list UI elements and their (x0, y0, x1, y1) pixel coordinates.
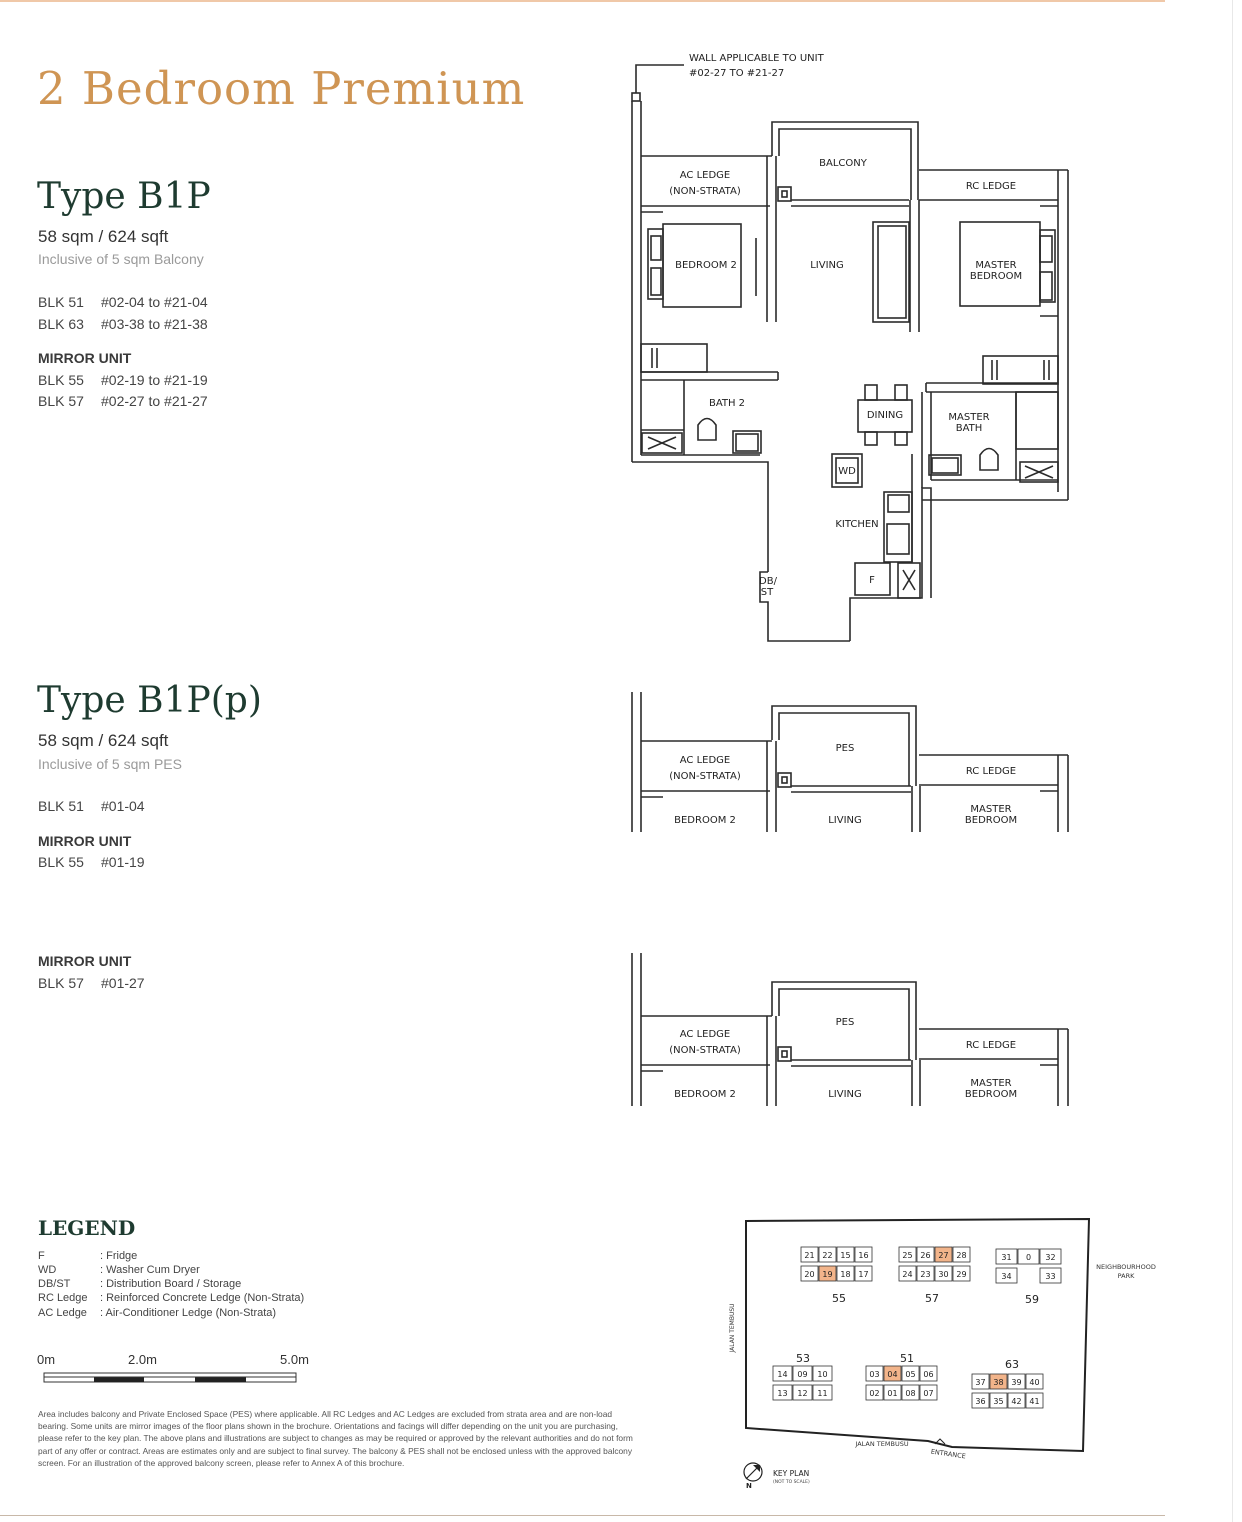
key-plan-unit-label: 15 (840, 1251, 851, 1260)
wd-label: WD (838, 466, 856, 477)
key-plan-block-label: 63 (1005, 1358, 1019, 1371)
pes-label: PES (835, 1017, 855, 1028)
legend-key: DB/ST (38, 1278, 71, 1290)
legend-key: WD (38, 1264, 57, 1276)
key-plan-unit-label: 37 (975, 1378, 986, 1387)
living-label: LIVING (828, 1089, 862, 1100)
key-plan-block-label: 57 (925, 1292, 939, 1305)
key-plan-unit-label: 39 (1011, 1378, 1022, 1387)
legend-key: RC Ledge (38, 1292, 88, 1304)
key-plan-unit-label: 14 (777, 1370, 788, 1379)
key-plan-unit-label: 17 (858, 1270, 869, 1279)
key-plan-unit-label: 13 (777, 1389, 788, 1398)
scale-label-mid: 2.0m (128, 1352, 157, 1367)
mirror-unit-heading: MIRROR UNIT (38, 833, 132, 849)
key-plan-unit-label: 22 (822, 1251, 833, 1260)
key-plan-unit-label: 28 (956, 1251, 967, 1260)
master-bedroom-label-2: BEDROOM (964, 815, 1018, 826)
key-plan-unit-label: 23 (920, 1270, 931, 1279)
legend-desc: : Fridge (100, 1250, 138, 1262)
dbst-label-2: ST (760, 587, 774, 598)
bedroom2-label: BEDROOM 2 (675, 260, 737, 271)
key-plan-block-label: 53 (796, 1352, 810, 1365)
master-bedroom-label-2: BEDROOM (969, 271, 1023, 282)
master-bedroom-label-2: BEDROOM (964, 1089, 1018, 1100)
legend-desc: : Air-Conditioner Ledge (Non-Strata) (100, 1307, 277, 1319)
type-b1p-area: 58 sqm / 624 sqft (38, 227, 169, 246)
ac-ledge-sublabel: (NON-STRATA) (669, 1045, 741, 1056)
blk-label: BLK 63 (38, 316, 84, 332)
key-plan-unit-label: 35 (993, 1397, 1004, 1406)
key-plan-unit-label: 19 (822, 1270, 833, 1279)
unit-range: #01-27 (101, 975, 145, 991)
type-b1p-inclusive: Inclusive of 5 sqm Balcony (38, 251, 204, 267)
legend-title: LEGEND (38, 1216, 136, 1240)
blk-label: BLK 55 (38, 372, 84, 388)
living-label: LIVING (828, 815, 862, 826)
key-plan-unit-label: 31 (1001, 1253, 1012, 1262)
wall-note-line-2: #02-27 TO #21-27 (689, 68, 785, 79)
unit-range: #01-19 (101, 854, 145, 870)
key-plan-unit-label: 20 (804, 1270, 815, 1279)
key-plan-unit-label: 34 (1001, 1272, 1012, 1281)
key-plan-unit-label: 05 (905, 1370, 916, 1379)
legend-desc: : Distribution Board / Storage (100, 1278, 242, 1290)
master-bedroom-label: MASTER (970, 1078, 1012, 1089)
legend-desc: : Reinforced Concrete Ledge (Non-Strata) (100, 1292, 305, 1304)
master-bath-label-2: BATH (955, 423, 983, 434)
scale-label-zero: 0m (37, 1352, 56, 1367)
wall-note-line-1: WALL APPLICABLE TO UNIT (689, 53, 824, 64)
type-b1pp-inclusive: Inclusive of 5 sqm PES (38, 756, 182, 772)
key-plan-unit-label: 11 (817, 1389, 828, 1398)
key-plan-unit-label: 36 (975, 1397, 986, 1406)
master-bedroom-label: MASTER (970, 804, 1012, 815)
bedroom2-label: BEDROOM 2 (674, 1089, 736, 1100)
north-icon (744, 1463, 762, 1481)
unit-range: #02-19 to #21-19 (101, 372, 208, 388)
key-plan-unit-label: 01 (887, 1389, 898, 1398)
key-plan-unit-label: 42 (1011, 1397, 1022, 1406)
entrance-label: ENTRANCE (930, 1447, 967, 1461)
ac-ledge-sublabel: (NON-STRATA) (669, 771, 741, 782)
living-label: LIVING (810, 260, 844, 271)
key-plan-unit-label: 10 (817, 1370, 828, 1379)
blk-label: BLK 57 (38, 975, 84, 991)
key-plan-unit-label: 29 (956, 1270, 967, 1279)
type-b1pp-area: 58 sqm / 624 sqft (38, 731, 169, 750)
key-plan-unit-label: 0 (1025, 1253, 1032, 1262)
key-plan-unit-label: 40 (1029, 1378, 1040, 1387)
key-plan-unit-label: 12 (797, 1389, 808, 1398)
page-title: 2 Bedroom Premium (37, 62, 526, 115)
unit-range: #01-04 (101, 798, 145, 814)
legend-key: F (38, 1250, 45, 1262)
ac-ledge-label: AC LEDGE (679, 170, 731, 181)
unit-range: #02-27 to #21-27 (101, 393, 208, 409)
rc-ledge-label: RC LEDGE (965, 766, 1017, 777)
kitchen-label: KITCHEN (835, 519, 879, 530)
disclaimer-text: Area includes balcony and Private Enclosed Space (PES) where applicable. All RC Ledges and AC Ledges are excluded from strata area and are non-load bearing. Some units are mirror images of the floor plans shown in the brochure. Orientations and facings will differ depending on the unit you are purchasing, please refer to the key plan. The above plans and illustrations are subject to changes as may be required or approved by the relevant authorities and do not form part of any offer or contract. Areas are estimates only and are subject to final survey. The balcony & PES shall not be enclosed unless with the approved balcony screen. For an illustration of the approved balcony screen, please refer to Annex A of this brochure. (38, 1409, 633, 1468)
type-b1p-title: Type B1P (37, 176, 211, 217)
legend-key: AC Ledge (38, 1307, 87, 1319)
key-plan-unit-label: 33 (1045, 1272, 1056, 1281)
key-plan-unit-label: 02 (869, 1389, 880, 1398)
key-plan-unit-label: 41 (1029, 1397, 1040, 1406)
fridge-label: F (869, 575, 875, 586)
key-plan-unit-label: 25 (902, 1251, 913, 1260)
road-left-label: JALAN TEMBUSU (729, 1303, 736, 1353)
type-b1pp-title: Type B1P(p) (37, 680, 262, 721)
mirror-unit-heading: MIRROR UNIT (38, 350, 132, 366)
balcony-label: BALCONY (819, 158, 867, 169)
ac-ledge-label: AC LEDGE (679, 755, 731, 766)
key-plan-unit-label: 26 (920, 1251, 931, 1260)
rc-ledge-label: RC LEDGE (965, 1040, 1017, 1051)
ac-ledge-sublabel: (NON-STRATA) (669, 186, 741, 197)
park-label: NEIGHBOURHOOD (1096, 1263, 1156, 1271)
key-plan-unit-label: 32 (1045, 1253, 1056, 1262)
park-label-2: PARK (1117, 1272, 1135, 1280)
dining-label: DINING (866, 410, 904, 421)
key-plan-unit-label: 27 (938, 1251, 949, 1260)
ac-ledge-label: AC LEDGE (679, 1029, 731, 1040)
key-plan-unit-label: 24 (902, 1270, 913, 1279)
unit-range: #03-38 to #21-38 (101, 316, 208, 332)
key-plan-block-label: 51 (900, 1352, 914, 1365)
north-label: N (746, 1482, 752, 1490)
key-plan-unit-label: 03 (869, 1370, 880, 1379)
key-plan-unit-label: 04 (887, 1370, 898, 1379)
bedroom2-label: BEDROOM 2 (674, 815, 736, 826)
dbst-label: DB/ (759, 576, 777, 587)
master-bath-label: MASTER (948, 412, 990, 423)
master-bedroom-label: MASTER (975, 260, 1017, 271)
key-plan-unit-label: 07 (923, 1389, 934, 1398)
legend-desc: : Washer Cum Dryer (100, 1264, 200, 1276)
key-plan-label: KEY PLAN (773, 1469, 810, 1478)
key-plan-unit-label: 09 (797, 1370, 808, 1379)
pes-label: PES (835, 743, 855, 754)
key-plan-block-label: 55 (832, 1292, 846, 1305)
key-plan-block-label: 59 (1025, 1293, 1039, 1306)
key-plan-unit-label: 08 (905, 1389, 916, 1398)
key-plan-unit-label: 18 (840, 1270, 851, 1279)
blk-label: BLK 51 (38, 798, 84, 814)
key-plan-unit-label: 30 (938, 1270, 949, 1279)
scale-label-end: 5.0m (280, 1352, 309, 1367)
road-bottom-label: JALAN TEMBUSU (855, 1440, 909, 1448)
key-plan-unit-label: 16 (858, 1251, 869, 1260)
blk-label: BLK 55 (38, 854, 84, 870)
key-plan-unit-label: 38 (993, 1378, 1004, 1387)
key-plan-unit-label: 21 (804, 1251, 815, 1260)
unit-range: #02-04 to #21-04 (101, 294, 208, 310)
rc-ledge-label: RC LEDGE (965, 181, 1017, 192)
blk-label: BLK 57 (38, 393, 84, 409)
key-plan-sublabel: (NOT TO SCALE) (773, 1480, 810, 1485)
bath2-label: BATH 2 (708, 398, 746, 409)
mirror-unit-heading: MIRROR UNIT (38, 953, 132, 969)
blk-label: BLK 51 (38, 294, 84, 310)
key-plan-unit-label: 06 (923, 1370, 934, 1379)
